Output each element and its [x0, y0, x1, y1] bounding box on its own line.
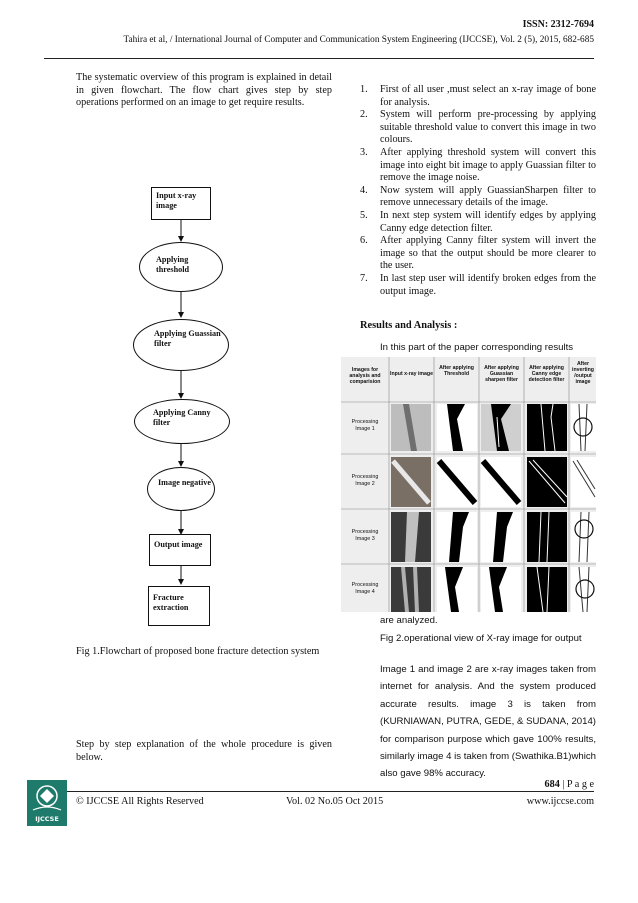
table-header: After applying Guassian sharpen filter: [484, 365, 519, 383]
table-row-label: Processing Image 3: [351, 529, 379, 542]
journal-logo-icon: [27, 780, 67, 826]
running-header: Tahira et al, / International Journal of Computer and Communication System Engineering (IJCCSE), Vol. 2 (5), 2015, 682-685: [123, 35, 594, 45]
flow-canny-ellipse: Applying Canny filter: [134, 399, 230, 444]
step-text: In next step system will identify edges by applying Canny edge detection filter.: [380, 209, 596, 234]
flow-fracture-box: Fracture extraction: [148, 586, 210, 626]
header-rule: [44, 58, 594, 59]
copyright: © IJCCSE All Rights Reserved: [76, 796, 204, 807]
table-header: Images for analysis and comparision: [349, 367, 381, 385]
step-number: 2.: [360, 109, 368, 121]
flow-threshold-ellipse: Applying threshold: [139, 242, 223, 292]
footer-rule: [44, 791, 594, 792]
step-text: After applying threshold system will convert this image into eight bit image to apply Guassian filter to remove the image noise.: [380, 146, 596, 184]
results-intro: In this part of the paper corresponding results: [380, 342, 574, 353]
step-text: After applying Canny filter system will invert the image so that the output should be more clearer to the user.: [380, 235, 596, 272]
results-figure: [341, 357, 596, 612]
step-number: 4.: [360, 184, 368, 196]
step-item: [360, 210, 596, 235]
website-link[interactable]: www.ijccse.com: [526, 796, 594, 807]
flow-negative-ellipse: Image negative: [147, 467, 215, 511]
page-number-value: 684: [544, 779, 560, 790]
table-row-label: Processing Image 1: [351, 419, 379, 432]
step-number: 5.: [360, 209, 368, 221]
journal-logo: [27, 780, 67, 826]
images-paragraph: Image 1 and image 2 are x-ray images taken from internet for analysis. And the system produced accurate results. image 3 is taken from (KURNIAWAN, PUTRA, GEDE, & SUDANA, 2014) for comparison purpose which gave 100% results, similarly image 4 is taken from (Swathika.B1)which also gave 98% accuracy.: [380, 664, 596, 780]
step-item: [360, 235, 596, 273]
step-explanation: Step by step explanation of the whole procedure is given below.: [76, 739, 332, 763]
step-text: Now system will apply GuassianSharpen filter to remove unnecessary details of the image.: [380, 184, 596, 209]
step-text: System will perform pre-processing by applying suitable threshold value to convert this image in two colours.: [380, 109, 596, 146]
figure-2-caption: Fig 2.operational view of X-ray image for output: [380, 633, 582, 644]
flow-output-box: Output image: [149, 534, 211, 566]
table-header: After applying Canny edge detection filter: [528, 365, 565, 383]
step-item: [360, 84, 596, 109]
step-number: 1.: [360, 84, 368, 95]
step-item: [360, 185, 596, 210]
step-item: [360, 147, 596, 185]
step-text: In last step user will identify broken edges from the output image.: [380, 272, 596, 297]
step-number: 7.: [360, 272, 368, 284]
svg-text:IJCCSE: IJCCSE: [35, 815, 59, 823]
table-row-label: Processing Image 2: [351, 474, 379, 487]
table-header: Input x-ray image: [390, 371, 433, 377]
step-item: [360, 273, 596, 298]
step-number: 3.: [360, 146, 368, 158]
flow-input-box: Input x-ray image: [151, 187, 211, 220]
table-header: After applying Threshold: [439, 365, 474, 377]
analyzed-text: are analyzed.: [380, 615, 438, 626]
flow-guassian-ellipse: Applying Guassian filter: [133, 319, 229, 371]
step-item: [360, 109, 596, 147]
volume-info: Vol. 02 No.05 Oct 2015: [286, 796, 384, 807]
step-number: 6.: [360, 235, 368, 247]
table-header: After inverting /output image: [572, 361, 594, 385]
issn: ISSN: 2312-7694: [522, 19, 594, 30]
results-heading: Results and Analysis :: [360, 320, 458, 331]
page-number-suffix: | P a g e: [559, 779, 594, 790]
procedure-steps: [360, 84, 596, 298]
step-text: First of all user ,must select an x-ray image of bone for analysis.: [380, 84, 596, 108]
figure-1-caption: Fig 1.Flowchart of proposed bone fracture detection system: [76, 646, 320, 657]
table-row-label: Processing Image 4: [351, 582, 379, 595]
intro-paragraph: The systematic overview of this program is explained in detail in given flowchart. The flow chart gives step by step operations performed on an image to get require results.: [76, 72, 332, 109]
page-number: [545, 779, 594, 790]
